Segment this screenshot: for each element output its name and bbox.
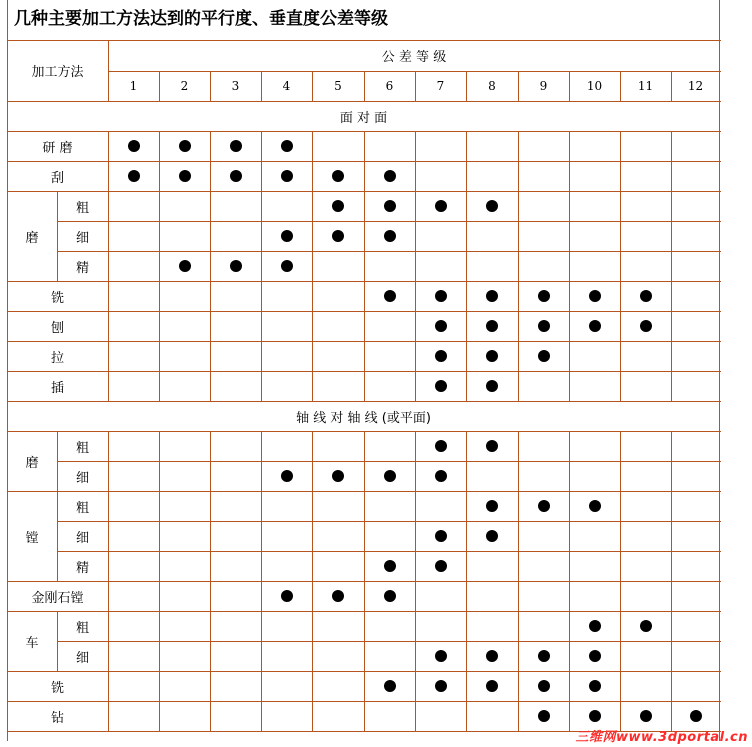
dot-grade-5 [332, 230, 344, 242]
dot-grade-8 [486, 320, 498, 332]
dot-grade-7 [435, 350, 447, 362]
dot-grade-7 [435, 440, 447, 452]
grade-header-6: 6 [385, 79, 394, 93]
dot-grade-6 [384, 200, 396, 212]
dot-grade-8 [486, 650, 498, 662]
dot-grade-8 [486, 530, 498, 542]
dot-grade-8 [486, 290, 498, 302]
grade-header-2: 2 [180, 79, 189, 93]
dot-grade-8 [486, 200, 498, 212]
dot-grade-4 [281, 470, 293, 482]
row-group-label: 磨 [25, 230, 39, 246]
grade-header-1: 1 [129, 79, 138, 93]
row-group-label: 刮 [50, 170, 64, 186]
dot-grade-5 [332, 470, 344, 482]
dot-grade-4 [281, 260, 293, 272]
dot-grade-8 [486, 350, 498, 362]
section-title: 面 对 面 [339, 110, 388, 126]
dot-grade-10 [589, 290, 601, 302]
row-group-label: 铣 [50, 290, 64, 306]
dot-grade-11 [640, 290, 652, 302]
dot-grade-9 [538, 320, 550, 332]
row-group-label: 铣 [50, 680, 64, 696]
dot-grade-9 [538, 290, 550, 302]
row-sub-label: 细 [75, 650, 89, 666]
grade-header-3: 3 [231, 79, 240, 93]
dot-grade-10 [589, 320, 601, 332]
dot-grade-4 [281, 590, 293, 602]
dot-grade-7 [435, 560, 447, 572]
grade-header-10: 10 [586, 79, 603, 93]
row-group-label: 拉 [50, 350, 64, 366]
row-sub-label: 细 [75, 530, 89, 546]
dot-grade-11 [640, 710, 652, 722]
row-group-label: 刨 [50, 320, 64, 336]
dot-grade-1 [128, 140, 140, 152]
grade-header-12: 12 [687, 79, 704, 93]
dot-grade-10 [589, 620, 601, 632]
dot-grade-9 [538, 350, 550, 362]
dot-grade-1 [128, 170, 140, 182]
dot-grade-7 [435, 650, 447, 662]
dot-grade-3 [230, 170, 242, 182]
dot-grade-8 [486, 440, 498, 452]
dot-grade-8 [486, 500, 498, 512]
grade-header-11: 11 [637, 79, 654, 93]
row-sub-label: 细 [75, 470, 89, 486]
dot-grade-6 [384, 230, 396, 242]
dot-grade-7 [435, 200, 447, 212]
row-sub-label: 精 [75, 560, 89, 576]
dot-grade-11 [640, 320, 652, 332]
dot-grade-3 [230, 140, 242, 152]
dot-grade-6 [384, 470, 396, 482]
grade-header-4: 4 [282, 79, 291, 93]
dot-grade-9 [538, 500, 550, 512]
dot-grade-9 [538, 710, 550, 722]
dot-grade-6 [384, 680, 396, 692]
row-group-label: 车 [25, 635, 39, 651]
dot-grade-6 [384, 560, 396, 572]
row-group-label: 镗 [25, 530, 39, 546]
dot-grade-10 [589, 710, 601, 722]
watermark: 三维网www.3dportal.cn [575, 730, 748, 745]
row-sub-label: 粗 [75, 200, 89, 216]
page-title: 几种主要加工方法达到的平行度、垂直度公差等级 [14, 9, 388, 29]
row-sub-label: 粗 [75, 500, 89, 516]
dot-grade-2 [179, 260, 191, 272]
section-title: 轴 线 对 轴 线 (或平面) [296, 410, 431, 426]
dot-grade-12 [690, 710, 702, 722]
dot-grade-4 [281, 140, 293, 152]
dot-grade-5 [332, 590, 344, 602]
dot-grade-3 [230, 260, 242, 272]
dot-grade-6 [384, 590, 396, 602]
dot-grade-7 [435, 680, 447, 692]
row-group-label: 金刚石镗 [31, 590, 84, 606]
tolerance-header: 公 差 等 级 [381, 50, 447, 65]
dot-grade-10 [589, 650, 601, 662]
grade-header-7: 7 [436, 79, 445, 93]
dot-grade-5 [332, 170, 344, 182]
dot-grade-2 [179, 140, 191, 152]
dot-grade-4 [281, 230, 293, 242]
row-group-label: 研 磨 [42, 140, 73, 156]
dot-grade-9 [538, 680, 550, 692]
dot-grade-6 [384, 290, 396, 302]
row-sub-label: 细 [75, 230, 89, 246]
dot-grade-10 [589, 680, 601, 692]
grade-header-9: 9 [539, 79, 548, 93]
dot-grade-4 [281, 170, 293, 182]
tolerance-table [7, 0, 720, 741]
row-sub-label: 粗 [75, 440, 89, 456]
grade-header-8: 8 [488, 79, 496, 93]
method-header: 加工方法 [31, 65, 84, 80]
row-sub-label: 精 [75, 260, 89, 276]
dot-grade-5 [332, 200, 344, 212]
dot-grade-7 [435, 530, 447, 542]
dot-grade-7 [435, 470, 447, 482]
dot-grade-7 [435, 290, 447, 302]
grade-header-5: 5 [334, 79, 342, 93]
dot-grade-2 [179, 170, 191, 182]
dot-grade-7 [435, 320, 447, 332]
dot-grade-6 [384, 170, 396, 182]
dot-grade-8 [486, 380, 498, 392]
row-group-label: 磨 [25, 455, 39, 471]
row-group-label: 钻 [50, 710, 64, 726]
dot-grade-10 [589, 500, 601, 512]
dot-grade-11 [640, 620, 652, 632]
row-group-label: 插 [50, 380, 64, 396]
dot-grade-8 [486, 680, 498, 692]
row-sub-label: 粗 [75, 620, 89, 636]
dot-grade-7 [435, 380, 447, 392]
dot-grade-9 [538, 650, 550, 662]
